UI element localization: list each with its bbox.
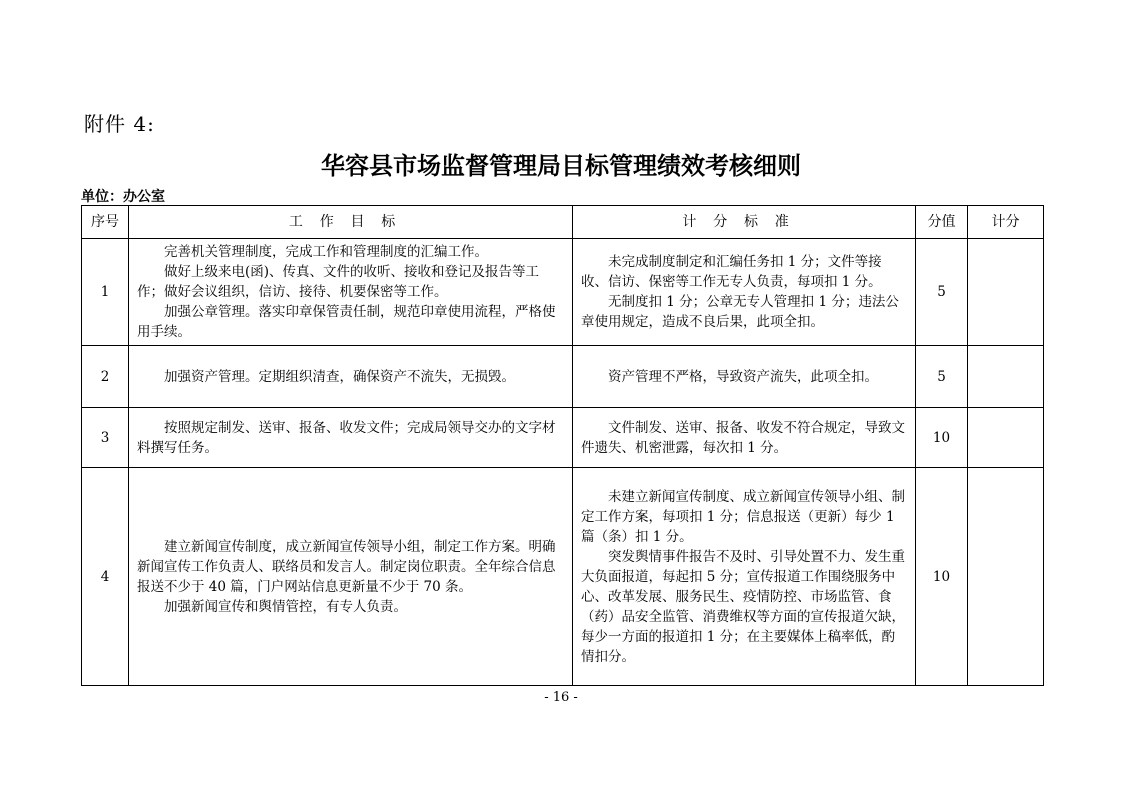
goal-paragraph: 做好上级来电(函)、传真、文件的收听、接收和登记及报告等工作；做好会议组织，信访、接待、机要保密等工作。 — [137, 264, 540, 300]
criteria-paragraph: 未完成制度制定和汇编任务扣 1 分；文件等接收、信访、保密等工作无专人负责，每项扣 1 分。 — [581, 254, 882, 290]
goal-cell — [129, 408, 573, 468]
row-number: 4 — [82, 468, 129, 686]
table-row — [82, 468, 1044, 686]
unit-label: 单位：办公室 — [81, 189, 165, 205]
score-cell: 5 — [916, 239, 968, 346]
goal-paragraph: 按照规定制发、送审、报备、收发文件；完成局领导交办的文字材料撰写任务。 — [137, 419, 556, 456]
header-score: 分值 — [916, 206, 968, 239]
points-cell — [968, 239, 1044, 346]
page-number: - 16 - — [544, 690, 578, 705]
table-row — [82, 239, 1044, 346]
criteria-cell — [573, 239, 916, 346]
criteria-cell — [573, 468, 916, 686]
criteria-paragraph: 无制度扣 1 分；公章无专人管理扣 1 分；违法公章使用规定，造成不良后果，此项全扣。 — [581, 294, 899, 330]
goal-paragraph: 加强新闻宣传和舆情管控，有专人负责。 — [164, 598, 407, 615]
assessment-table — [81, 205, 1044, 686]
goal-paragraph: 建立新闻宣传制度，成立新闻宣传领导小组，制定工作方案。明确新闻宣传工作负责人、联络员和发言人。制定岗位职责。全年综合信息报送不少于 40 篇，门户网站信息更新量不少于 70 条。 — [137, 538, 556, 595]
points-cell — [968, 408, 1044, 468]
goal-cell — [129, 468, 573, 686]
score-cell: 10 — [916, 468, 968, 686]
table-header-row — [82, 206, 1044, 239]
header-no: 序号 — [82, 206, 129, 239]
score-cell: 5 — [916, 346, 968, 408]
points-cell — [968, 346, 1044, 408]
row-number: 2 — [82, 346, 129, 408]
goal-cell — [129, 346, 573, 408]
header-criteria: 计分标准 — [573, 206, 916, 239]
criteria-paragraph: 文件制发、送审、报备、收发不符合规定，导致文件遗失、机密泄露，每次扣 1 分。 — [581, 419, 905, 456]
attachment-label: 附件 4: — [84, 112, 155, 136]
score-cell: 10 — [916, 408, 968, 468]
criteria-paragraph: 资产管理不严格，导致资产流失，此项全扣。 — [608, 368, 878, 385]
table-row — [82, 408, 1044, 468]
criteria-paragraph: 未建立新闻宣传制度、成立新闻宣传领导小组、制定工作方案，每项扣 1 分；信息报送（更新）每少 1 篇（条）扣 1 分。 — [581, 488, 905, 545]
header-points: 计分 — [968, 206, 1044, 239]
criteria-paragraph: 突发舆情事件报告不及时、引导处置不力、发生重大负面报道，每起扣 5 分；宣传报道工作围绕服务中心、改革发展、服务民生、疫情防控、市场监管、食（药）品安全监管、消费维权等方面的宣传报道欠缺，每少一方面的报道扣 1 分；在主要媒体上稿率低，酌情扣分。 — [581, 548, 905, 665]
goal-paragraph: 加强资产管理。定期组织清查，确保资产不流失，无损毁。 — [164, 368, 515, 385]
document-title: 华容县市场监督管理局目标管理绩效考核细则 — [321, 152, 801, 180]
points-cell — [968, 468, 1044, 686]
goal-paragraph: 完善机关管理制度，完成工作和管理制度的汇编工作。 — [164, 244, 488, 260]
row-number: 3 — [82, 408, 129, 468]
row-number: 1 — [82, 239, 129, 346]
goal-cell — [129, 239, 573, 346]
table-row — [82, 346, 1044, 408]
criteria-cell — [573, 408, 916, 468]
goal-paragraph: 加强公章管理。落实印章保管责任制，规范印章使用流程，严格使用手续。 — [137, 304, 556, 340]
header-goal: 工作目标 — [129, 206, 573, 239]
criteria-cell — [573, 346, 916, 408]
